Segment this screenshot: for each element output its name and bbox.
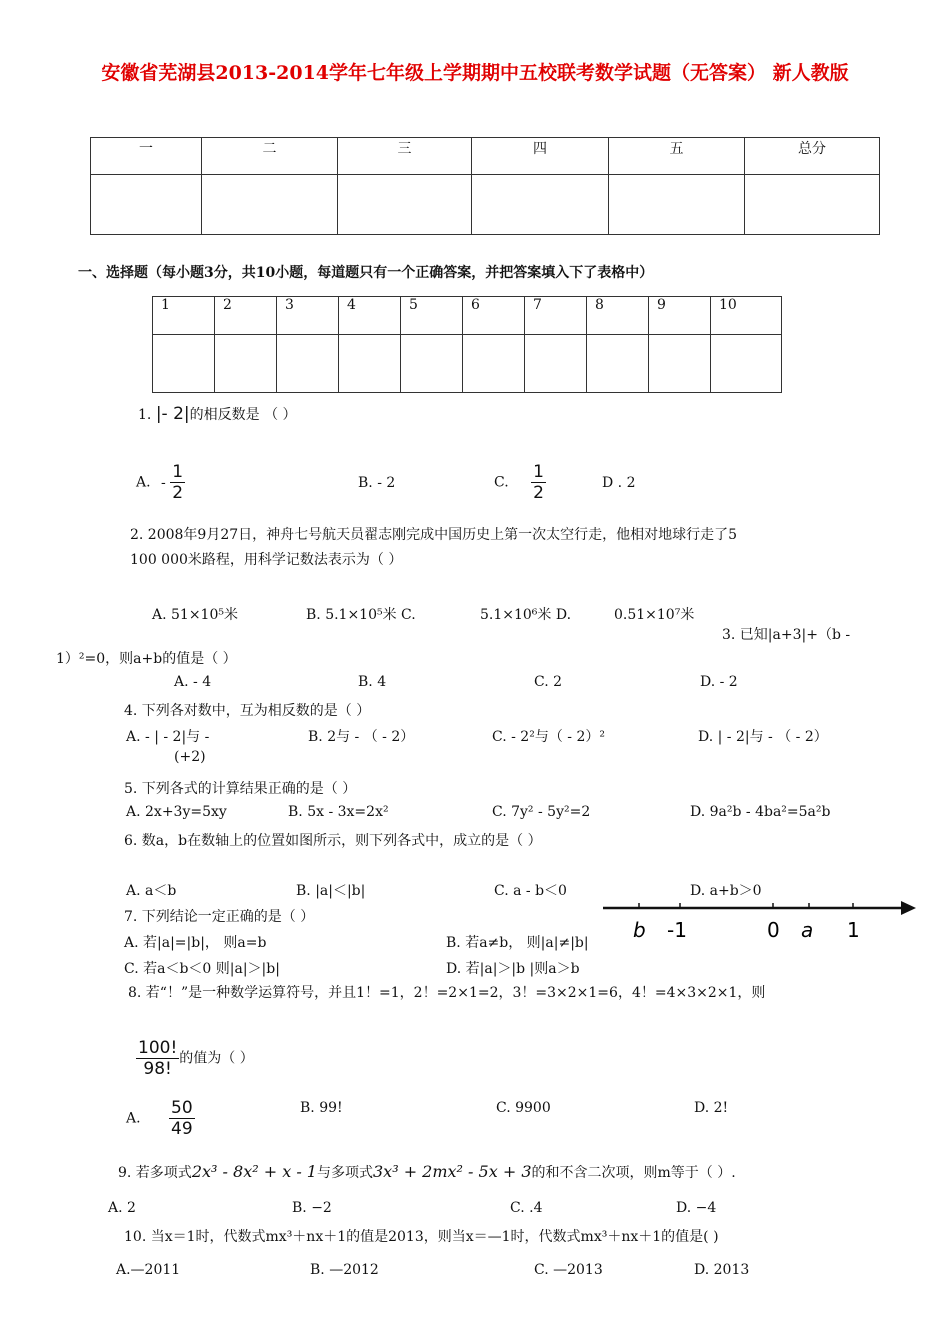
q8-option-b[interactable]: B. 99! xyxy=(300,1100,343,1116)
q2-option-a[interactable]: A. 51×10⁵米 xyxy=(152,607,238,623)
q4-option-a[interactable]: A. - | - 2|与 - xyxy=(126,729,210,745)
score-cell[interactable] xyxy=(91,175,202,235)
axis-label-a: a xyxy=(801,918,814,942)
q3-option-b[interactable]: B. 4 xyxy=(358,674,387,690)
document-title: 安徽省芜湖县2013-2014学年七年级上学期期中五校联考数学试题（无答案） 新人教版 xyxy=(101,62,849,84)
q1-stem: 的相反数是 （ ） xyxy=(189,407,297,423)
q6-option-b[interactable]: B. |a|＜|b| xyxy=(296,883,366,899)
score-header: 总分 xyxy=(745,138,880,175)
q9-option-d[interactable]: D. −4 xyxy=(676,1200,717,1216)
q1-abs-expr: |- 2| xyxy=(155,404,190,424)
axis-label-1: 1 xyxy=(847,918,860,942)
answer-table xyxy=(152,296,782,393)
answer-cell[interactable] xyxy=(401,335,463,393)
answer-number: 6 xyxy=(463,297,525,335)
question-3-cont: 1）²=0，则a+b的值是（ ） xyxy=(56,651,237,667)
score-header: 三 xyxy=(338,138,472,175)
answer-cell[interactable] xyxy=(339,335,401,393)
polynomial-1: 2x³ - 8x² + x - 1 xyxy=(191,1162,317,1181)
score-cell[interactable] xyxy=(472,175,609,235)
q9-option-b[interactable]: B. −2 xyxy=(292,1200,332,1216)
answer-cell[interactable] xyxy=(525,335,587,393)
q10-option-c[interactable]: C. —2013 xyxy=(534,1262,603,1278)
q7-option-a[interactable]: A. 若|a|=|b|， 则a=b xyxy=(124,935,267,951)
q6-option-a[interactable]: A. a＜b xyxy=(126,883,177,899)
q10-option-d[interactable]: D. 2013 xyxy=(694,1262,750,1278)
answer-cell[interactable] xyxy=(215,335,277,393)
score-cell[interactable] xyxy=(202,175,338,235)
q9-option-a[interactable]: A. 2 xyxy=(108,1200,136,1216)
axis-label-b: b xyxy=(633,918,646,942)
fraction: $\frac{100!}{98!}$ xyxy=(138,1038,178,1079)
score-cell[interactable] xyxy=(609,175,745,235)
q3-option-c[interactable]: C. 2 xyxy=(534,674,563,690)
question-3: 3. 已知|a+3|+（b - xyxy=(722,627,851,643)
q3-option-d[interactable]: D. - 2 xyxy=(700,674,738,690)
q2-option-c[interactable]: 5.1×10⁶米 D. xyxy=(480,607,572,623)
question-10: 10. 当x＝1时，代数式mx³＋nx＋1的值是2013，则当x＝—1时，代数式mx³＋nx＋1的值是( ) xyxy=(124,1229,719,1245)
q1-option-c[interactable]: C. $\frac{1}{2}$ xyxy=(494,462,544,503)
q3-option-a[interactable]: A. - 4 xyxy=(174,674,212,690)
score-header: 四 xyxy=(472,138,609,175)
polynomial-2: 3x³ + 2mx² - 5x + 3 xyxy=(372,1162,532,1181)
fraction: $\frac{1}{2}$ xyxy=(533,462,544,503)
q4-option-b[interactable]: B. 2与 - （ - 2） xyxy=(308,729,415,745)
q7-option-c[interactable]: C. 若a＜b＜0 则|a|＞|b| xyxy=(124,961,280,977)
answer-number: 10 xyxy=(711,297,782,335)
score-header: 一 xyxy=(91,138,202,175)
answer-number: 5 xyxy=(401,297,463,335)
q1-option-a[interactable]: A. - $\frac{1}{2}$ xyxy=(136,462,184,503)
score-cell[interactable] xyxy=(745,175,880,235)
q9-option-c[interactable]: C. .4 xyxy=(510,1200,543,1216)
answer-cell[interactable] xyxy=(587,335,649,393)
q2-option-d[interactable]: 0.51×10⁷米 xyxy=(614,607,695,623)
score-header: 五 xyxy=(609,138,745,175)
q5-option-a[interactable]: A. 2x+3y=5xy xyxy=(126,804,227,820)
q7-option-d[interactable]: D. 若|a|＞|b |则a＞b xyxy=(446,961,580,977)
answer-cell[interactable] xyxy=(711,335,782,393)
answer-number: 8 xyxy=(587,297,649,335)
question-1 xyxy=(138,404,297,424)
q7-option-b[interactable]: B. 若a≠b， 则|a|≠|b| xyxy=(446,935,589,951)
q1-number: 1. xyxy=(138,407,152,423)
answer-cell[interactable] xyxy=(463,335,525,393)
question-2: 2. 2008年9月27日，神舟七号航天员翟志刚完成中国历史上第一次太空行走，他相对地球行走了5 xyxy=(130,527,738,543)
q1-option-d[interactable]: D . 2 xyxy=(602,475,636,491)
fraction: $\frac{50}{49}$ xyxy=(171,1098,193,1139)
q4-option-a-cont: (+2) xyxy=(174,749,206,765)
q2-option-b[interactable]: B. 5.1×10⁵米 C. xyxy=(306,607,416,623)
q8-option-c[interactable]: C. 9900 xyxy=(496,1100,551,1116)
answer-number: 4 xyxy=(339,297,401,335)
score-table xyxy=(90,137,880,235)
question-7: 7. 下列结论一定正确的是（ ） xyxy=(124,909,315,925)
question-4: 4. 下列各对数中，互为相反数的是（ ） xyxy=(124,703,371,719)
q4-option-c[interactable]: C. - 2²与（ - 2）² xyxy=(492,729,605,745)
q10-option-b[interactable]: B. —2012 xyxy=(310,1262,379,1278)
question-6: 6. 数a，b在数轴上的位置如图所示，则下列各式中，成立的是（ ） xyxy=(124,833,542,849)
number-line-arrow xyxy=(901,901,916,915)
q6-option-d[interactable]: D. a+b＞0 xyxy=(690,883,762,899)
q6-option-c[interactable]: C. a - b＜0 xyxy=(494,883,567,899)
question-2-cont: 100 000米路程，用科学记数法表示为（ ） xyxy=(130,552,403,568)
answer-number: 3 xyxy=(277,297,339,335)
question-9: 9. 若多项式2x³ - 8x² + x - 1与多项式3x³ + 2mx² - 5x + 3的和不含二次项，则m等于（ ）. xyxy=(118,1162,736,1181)
q8-option-a[interactable]: A. $\frac{50}{49}$ xyxy=(126,1098,193,1139)
answer-cell[interactable] xyxy=(649,335,711,393)
score-header: 二 xyxy=(202,138,338,175)
q8-option-d[interactable]: D. 2! xyxy=(694,1100,729,1116)
question-5: 5. 下列各式的计算结果正确的是（ ） xyxy=(124,781,357,797)
section-heading: 一、选择题（每小题3分，共10小题，每道题只有一个正确答案，并把答案填入下了表格中） xyxy=(78,265,654,281)
axis-label-0: 0 xyxy=(767,918,780,942)
q10-option-a[interactable]: A.—2011 xyxy=(116,1262,181,1278)
answer-number: 2 xyxy=(215,297,277,335)
q1-option-b[interactable]: B. - 2 xyxy=(358,475,396,491)
answer-number: 7 xyxy=(525,297,587,335)
q8-expression: $\frac{100!}{98!}$ 的值为（ ） xyxy=(138,1038,254,1079)
answer-cell[interactable] xyxy=(277,335,339,393)
q5-option-d[interactable]: D. 9a²b - 4ba²=5a²b xyxy=(690,804,831,820)
score-cell[interactable] xyxy=(338,175,472,235)
number-line-figure xyxy=(603,894,919,944)
fraction: $\frac{1}{2}$ xyxy=(172,462,184,503)
q5-option-b[interactable]: B. 5x - 3x=2x² xyxy=(288,804,389,820)
answer-number: 1 xyxy=(153,297,215,335)
question-8: 8. 若“！”是一种数学运算符号，并且1！=1，2！=2×1=2，3！=3×2×1=6，4！=4×3×2×1，则 xyxy=(128,985,766,1001)
axis-label-neg1: -1 xyxy=(667,918,687,942)
q5-option-c[interactable]: C. 7y² - 5y²=2 xyxy=(492,804,591,820)
answer-cell[interactable] xyxy=(153,335,215,393)
q4-option-d[interactable]: D. | - 2|与 - （ - 2） xyxy=(698,729,828,745)
answer-number: 9 xyxy=(649,297,711,335)
